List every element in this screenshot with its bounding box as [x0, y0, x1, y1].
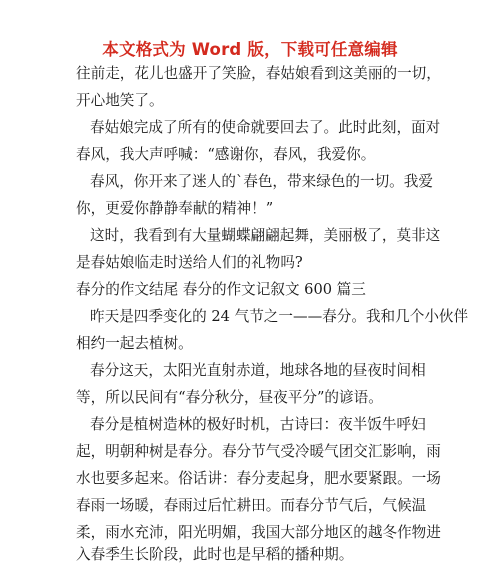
text-line: 春分是植树造林的极好时机，古诗曰：夜半饭牛呼妇	[90, 416, 426, 433]
text-line: 相约一起去植树。	[76, 335, 193, 352]
text-line: 昨天是四季变化的 24 气节之一——春分。我和几个小伙伴	[90, 308, 469, 325]
text-line: 春风，我大声呼喊：“感谢你，春风，我爱你。	[76, 146, 376, 163]
text-line: 起，明朝种树是春分。春分节气受冷暖气团交汇影响，雨	[76, 443, 441, 460]
text-line: 往前走，花儿也盛开了笑脸，春姑娘看到这美丽的一切，	[76, 65, 441, 82]
text-line: 开心地笑了。	[76, 92, 164, 109]
text-line: 春风，你开来了迷人的`春色，带来绿色的一切。我爱	[90, 173, 433, 190]
text-line: 春雨一场暖，春雨过后忙耕田。而春分节气后，气候温	[76, 497, 427, 514]
text-line: 这时，我看到有大量蝴蝶翩翩起舞，美丽极了，莫非这	[90, 227, 441, 244]
text-line: 等，所以民间有“春分秋分，昼夜平分”的谚语。	[76, 389, 383, 406]
text-line: 水也要多起来。俗话讲：春分麦起身，肥水要紧跟。一场	[76, 470, 441, 487]
text-line: 柔，雨水充沛，阳光明媚，我国大部分地区的越冬作物进	[76, 524, 441, 541]
text-line: 入春季生长阶段，此时也是早稻的播种期。	[76, 546, 354, 563]
text-line: 春分这天，太阳光直射赤道，地球各地的昼夜时间相	[90, 362, 426, 379]
text-line: 是春姑娘临走时送给人们的礼物吗?	[76, 254, 303, 271]
section-heading: 春分的作文结尾 春分的作文记叙文 600 篇三	[76, 281, 366, 298]
text-line: 春姑娘完成了所有的使命就要回去了。此时此刻，面对	[90, 119, 441, 136]
format-banner: 本文格式为 Word 版，下载可任意编辑	[102, 40, 398, 59]
text-line: 你，更爱你静静奉献的精神！”	[76, 200, 274, 217]
